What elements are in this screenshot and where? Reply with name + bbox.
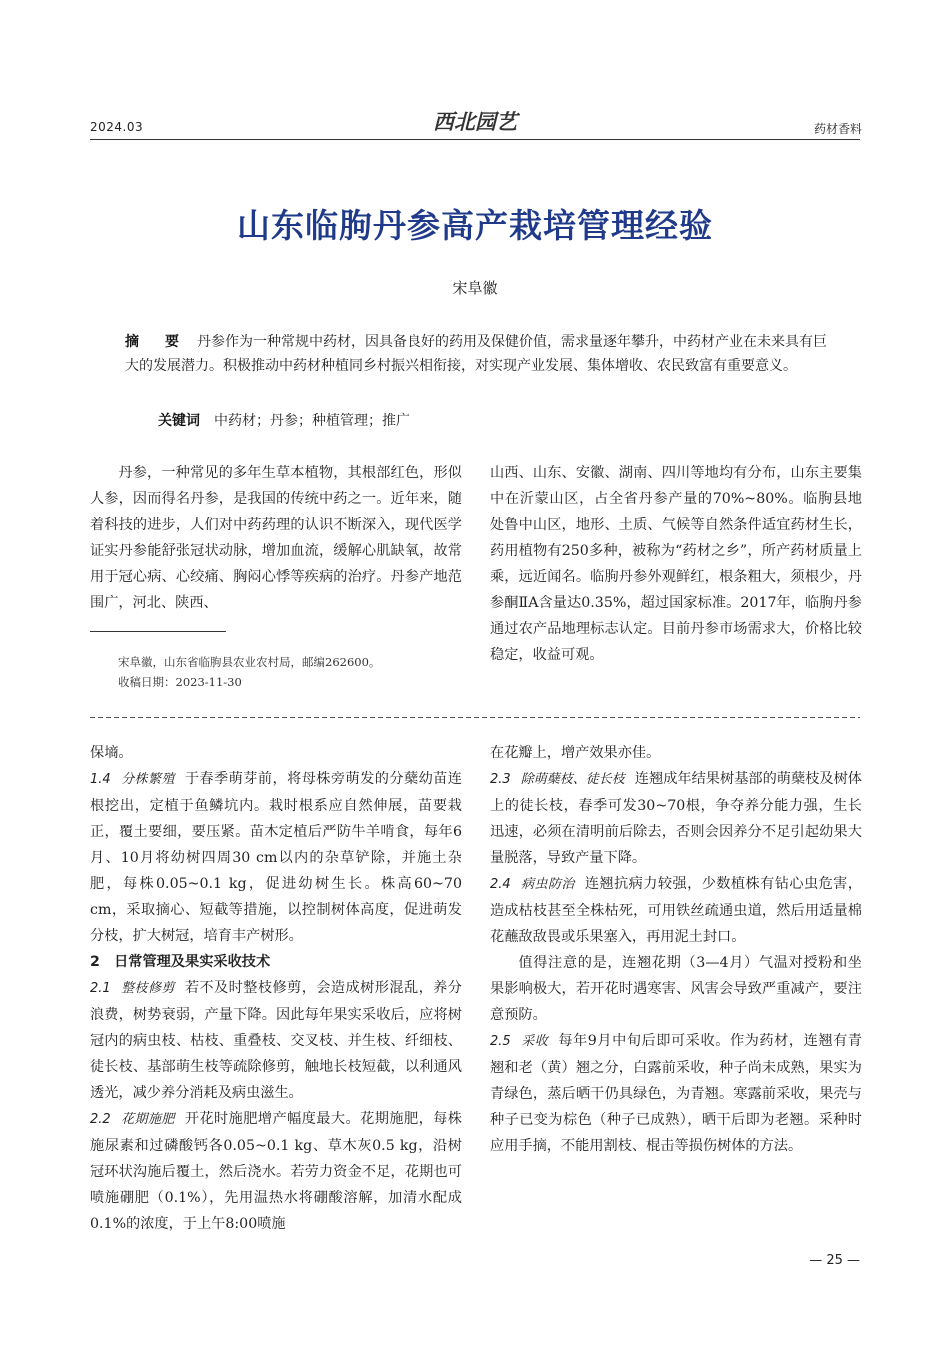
intro-paragraph-1: 丹参，一种常见的多年生草本植物，其根部红色，形似人参，因而得名丹参，是我国的传统中药之一。近年来，随着科技的进步，人们对中药药理的认识不断深入，现代医学证实丹参能舒张冠状动脉，增加血流，缓解心肌缺氧，故常用于冠心病、心绞痛、胸闷心悸等疾病的治疗。丹参产地范围广，河北、陕西、	[90, 465, 462, 611]
abstract-text: 丹参作为一种常规中药材，因具备良好的药用及保健价值，需求量逐年攀升，中药材产业在未来具有巨大的发展潜力。积极推动中药材种植同乡村振兴相衔接，对实现产业发展、集体增收、农民致富有重要意义。	[125, 334, 827, 374]
abstract-label: 摘 要	[125, 334, 185, 350]
column-name: 药材香料	[813, 122, 862, 136]
section-1-4: 1.4 分株繁殖 于春季萌芽前，将母株旁萌发的分蘖幼苗连根挖出，定植于鱼鳞坑内。栽时根系应自然伸展，苗要栽正，覆土要细，要压紧。苗木定植后严防牛羊啃食，每年6月、10月将幼树四周30 cm以内的杂草铲除，并施土杂肥，每株0.05~0.1 kg，促进幼树生长。株高60~70 cm，采取摘心、短截等措施，以控制树体高度，促进萌发分枝，扩大树冠，培育丰产树形。	[90, 771, 462, 944]
section-2-2: 2.2 花期施肥 开花时施肥增产幅度最大。花期施肥，每株施尿素和过磷酸钙各0.05~0.1 kg、草木灰0.5 kg，沿树冠环状沟施后覆土，然后浇水。若劳力资金不足，花期也可喷施硼肥（0.1%），先用温热水将硼酸溶解，加清水配成0.1%的浓度，于上午8:00喷施	[90, 1111, 462, 1232]
abstract	[125, 330, 830, 378]
section-2-2-title: 花期施肥	[120, 1112, 175, 1127]
note-paragraph: 值得注意的是，连翘花期（3—4月）气温对授粉和坐果影响极大，若开花时遇寒害、风害会导致严重减产，要注意预防。	[490, 955, 862, 1023]
footnote	[118, 652, 380, 692]
footnote-rule	[90, 631, 226, 632]
section-2-4: 2.4 病虫防治 连翘抗病力较强，少数植株有钻心虫危害，造成枯枝甚至全株枯死，可用铁丝疏通虫道，然后用适量棉花蘸敌敌畏或乐果塞入，再用泥土封口。	[490, 876, 862, 945]
section-2-3-title: 除萌蘖枝、徒长枝	[520, 772, 625, 787]
section-2-1: 2.1 整枝修剪 若不及时整枝修剪，会造成树形混乱，养分浪费，树势衰弱，产量下降。因此每年果实采收后，应将树冠内的病虫枝、枯枝、重叠枝、交叉枝、并生枝、纤细枝、徒长枝、基部萌生枝等疏除修剪，触地长枝短截，以利通风透光，减少养分消耗及病虫滋生。	[90, 980, 462, 1101]
body-column-right	[490, 740, 862, 1159]
section-2-3: 2.3 除萌蘖枝、徒长枝 连翘成年结果树基部的萌蘖枝及树体上的徒长枝，春季可发30~70根，争夺养分能力强，生长迅速，必须在清明前后除去，否则会因养分不足引起幼果大量脱落，导致产量下降。	[490, 771, 862, 866]
page-number: — 25 —	[809, 1253, 860, 1268]
received-date: 收稿日期：2023-11-30	[118, 675, 242, 689]
paragraph-continued-right: 在花瓣上，增产效果亦佳。	[490, 745, 661, 761]
author-affiliation: 宋阜徽，山东省临朐县农业农村局，邮编262600。	[118, 655, 381, 669]
keywords	[158, 410, 410, 430]
section-divider	[90, 715, 860, 721]
section-2-heading: 2 日常管理及果实采收技术	[90, 954, 271, 970]
section-2-4-title: 病虫防治	[520, 877, 575, 892]
intro-column-right	[490, 460, 862, 668]
intro-column-left	[90, 460, 462, 616]
journal-logo: 西北园艺	[433, 109, 517, 134]
issue-date: 2024.03	[90, 120, 144, 134]
article-author: 宋阜徽	[452, 279, 498, 297]
article-title: 山东临朐丹参高产栽培管理经验	[237, 206, 713, 245]
keywords-text: 中药材；丹参；种植管理；推广	[214, 413, 410, 429]
header-rule	[90, 139, 860, 140]
section-2-1-title: 整枝修剪	[120, 981, 175, 996]
section-2-5: 2.5 采收 每年9月中旬后即可采收。作为药材，连翘有青翘和老（黄）翘之分，白露前采收，种子尚未成熟，果实为青绿色，蒸后晒干仍具绿色，为青翘。寒露前采收，果壳与种子已变为棕色（种子已成熟），晒干后即为老翘。采种时应用手摘，不能用割枝、棍击等损伤树体的方法。	[490, 1033, 862, 1154]
section-2-5-title: 采收	[520, 1034, 549, 1049]
section-1-4-title: 分株繁殖	[120, 772, 175, 787]
paragraph-continued: 保墒。	[90, 745, 133, 761]
keywords-label: 关键词	[158, 413, 200, 429]
body-column-left	[90, 740, 462, 1237]
intro-paragraph-2: 山西、山东、安徽、湖南、四川等地均有分布，山东主要集中在沂蒙山区，占全省丹参产量的70%~80%。临朐县地处鲁中山区，地形、土质、气候等自然条件适宜药材生长，药用植物有250多种，被称为“药材之乡”，所产药材质量上乘，远近闻名。临朐丹参外观鲜红，根条粗大，须根少，丹参酮ⅡA含量达0.35%，超过国家标准。2017年，临朐丹参通过农产品地理标志认定。目前丹参市场需求大，价格比较稳定，收益可观。	[490, 465, 862, 663]
